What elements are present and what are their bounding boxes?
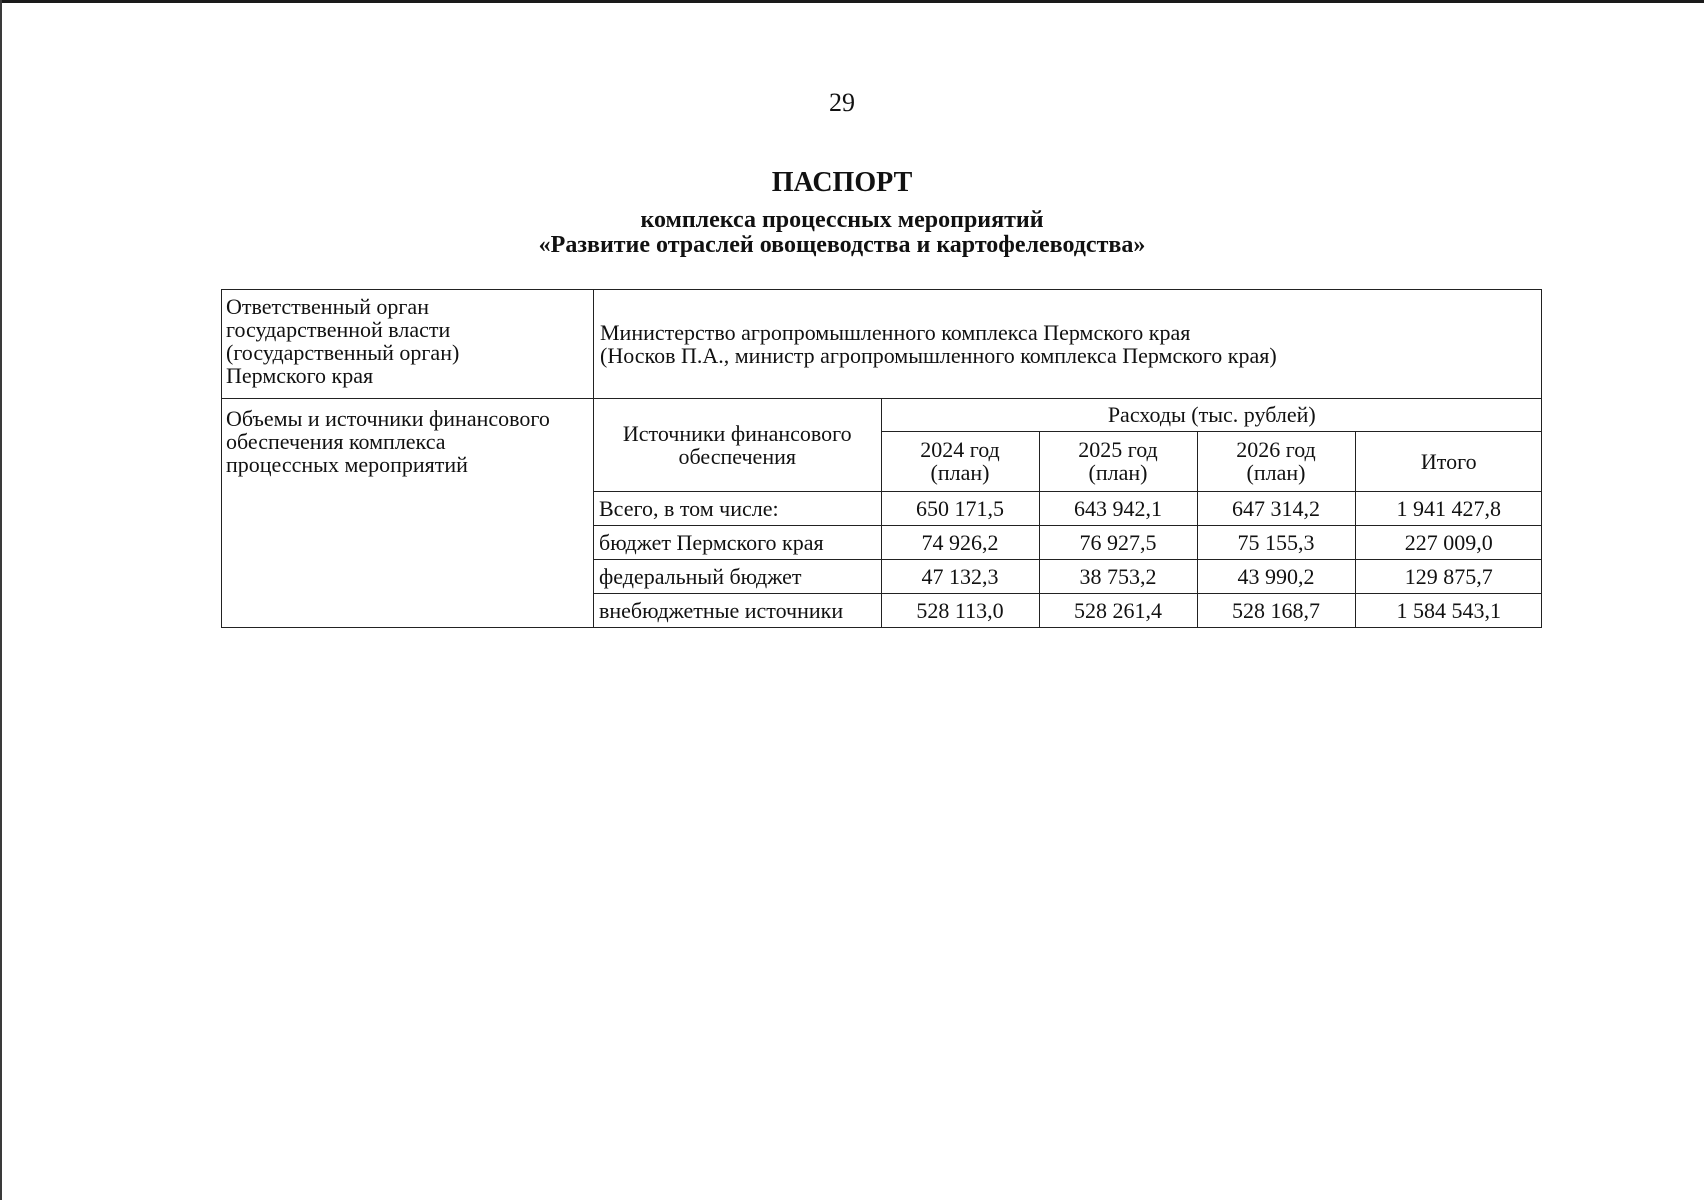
financing-label-line: процессных мероприятий xyxy=(226,452,468,477)
sources-header-line: обеспечения xyxy=(678,443,796,469)
subtitle-line-2: «Развитие отраслей овощеводства и картофелеводства» xyxy=(538,232,1146,258)
year-label: 2024 год xyxy=(920,437,1000,462)
value-cell: 43 990,2 xyxy=(1197,559,1355,593)
table-row xyxy=(594,593,1542,627)
year-header-2026 xyxy=(1197,431,1355,491)
year-label: 2026 год xyxy=(1236,437,1316,462)
total-header: Итого xyxy=(1355,431,1542,491)
document-title: ПАСПОРТ xyxy=(771,167,913,198)
table-row xyxy=(594,525,1542,559)
source-name: Всего, в том числе: xyxy=(594,491,881,525)
financing-table-holder xyxy=(594,399,1542,628)
total-cell: 227 009,0 xyxy=(1355,525,1542,559)
year-label: 2025 год xyxy=(1078,437,1158,462)
financing-label-line: Объемы и источники финансового xyxy=(226,406,550,431)
sources-header-line: Источники финансового xyxy=(622,420,852,446)
financing-table xyxy=(594,399,1542,627)
value-cell: 75 155,3 xyxy=(1197,525,1355,559)
responsible-label-line: государственной власти xyxy=(226,317,451,342)
table-row xyxy=(594,559,1542,593)
plan-note: (план) xyxy=(930,460,990,485)
value-cell: 647 314,2 xyxy=(1197,491,1355,525)
total-cell: 1 941 427,8 xyxy=(1355,491,1542,525)
responsible-label xyxy=(222,290,594,399)
subtitle-line-1: комплекса процессных мероприятий xyxy=(640,207,1044,233)
financing-header-row xyxy=(594,399,1542,431)
value-cell: 528 113,0 xyxy=(881,593,1039,627)
total-cell: 129 875,7 xyxy=(1355,559,1542,593)
table-row xyxy=(594,491,1542,525)
responsible-label-line: (государственный орган) xyxy=(226,340,460,365)
value-cell: 528 261,4 xyxy=(1039,593,1197,627)
source-name: бюджет Пермского края xyxy=(594,525,881,559)
passport-table xyxy=(221,289,1542,628)
page-edge-top xyxy=(0,0,1704,3)
value-cell: 47 132,3 xyxy=(881,559,1039,593)
total-cell: 1 584 543,1 xyxy=(1355,593,1542,627)
responsible-label-line: Пермского края xyxy=(226,363,374,388)
source-name: федеральный бюджет xyxy=(594,559,881,593)
financing-label xyxy=(222,399,594,628)
page-number: 29 xyxy=(829,88,855,117)
document-subtitle xyxy=(0,208,1684,258)
responsible-value-line: Министерство агропромышленного комплекса Пермского края xyxy=(600,320,1191,345)
financing-row xyxy=(222,399,1542,628)
value-cell: 643 942,1 xyxy=(1039,491,1197,525)
value-cell: 76 927,5 xyxy=(1039,525,1197,559)
responsible-value xyxy=(594,290,1542,399)
plan-note: (план) xyxy=(1246,460,1306,485)
expenses-header: Расходы (тыс. рублей) xyxy=(881,399,1542,431)
source-name: внебюджетные источники xyxy=(594,593,881,627)
value-cell: 650 171,5 xyxy=(881,491,1039,525)
value-cell: 74 926,2 xyxy=(881,525,1039,559)
value-cell: 528 168,7 xyxy=(1197,593,1355,627)
year-header-2025 xyxy=(1039,431,1197,491)
sources-header xyxy=(594,399,881,491)
responsible-label-line: Ответственный орган xyxy=(226,294,429,319)
value-cell: 38 753,2 xyxy=(1039,559,1197,593)
plan-note: (план) xyxy=(1088,460,1148,485)
year-header-2024 xyxy=(881,431,1039,491)
financing-label-line: обеспечения комплекса xyxy=(226,429,446,454)
responsible-value-line: (Носков П.А., министр агропромышленного комплекса Пермского края) xyxy=(600,343,1277,368)
responsible-row xyxy=(222,290,1542,399)
